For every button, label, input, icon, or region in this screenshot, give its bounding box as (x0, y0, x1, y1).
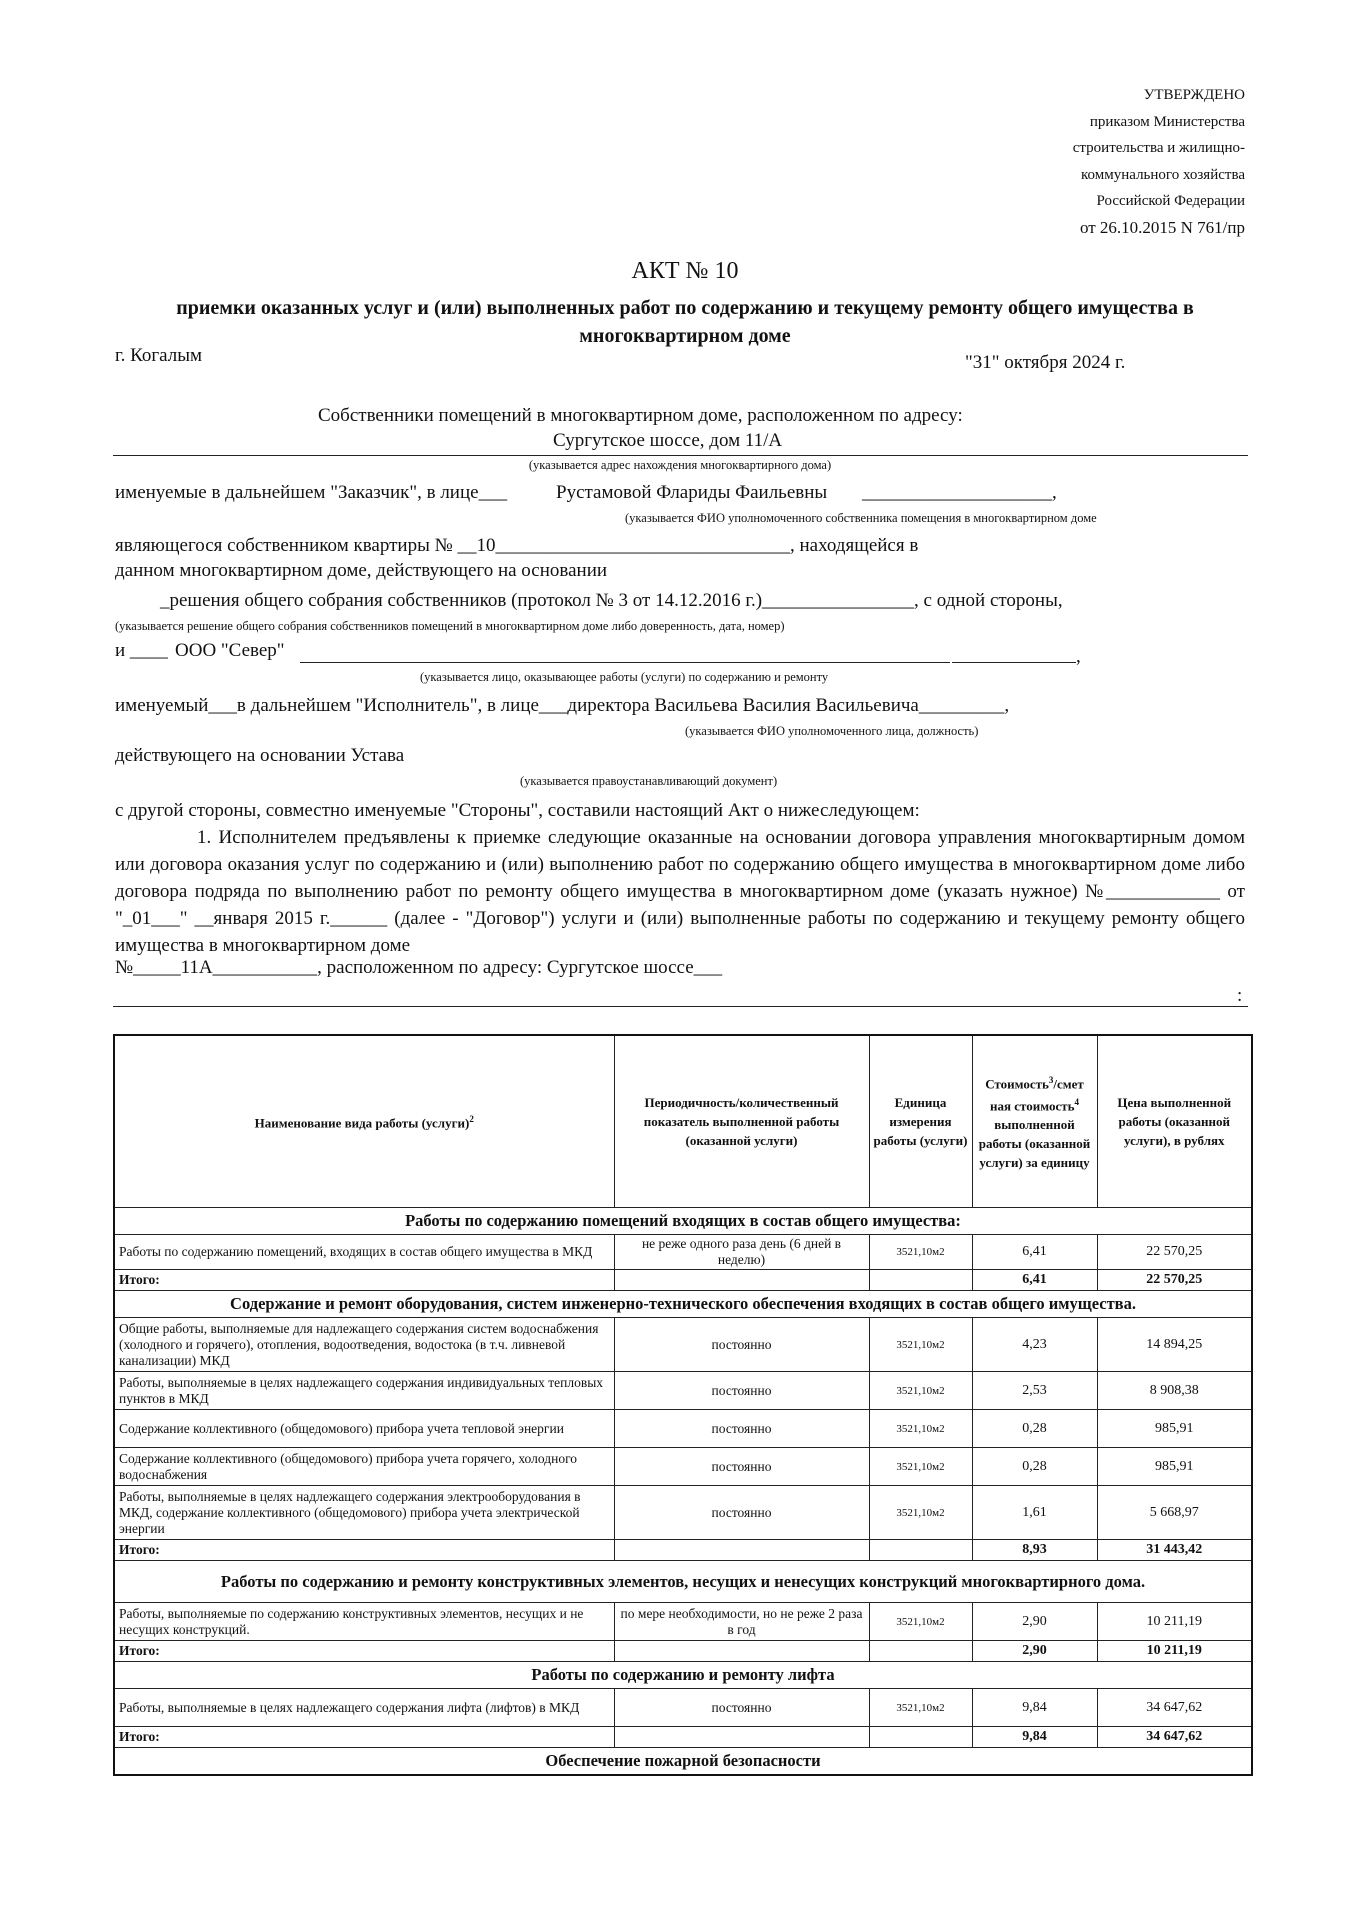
table-row: Работы, выполняемые по содержанию конструктивных элементов, несущих и не несущих конструкций. по мере необходимости, но не реже 2 раза в год 3521,10м2 2,90 10 211,19 (114, 1603, 1252, 1641)
contractor-prefix: и ____ (115, 640, 168, 661)
section-title-row: Содержание и ремонт оборудования, систем инженерно-технического обеспечения входящих в состав общего имущества. (114, 1291, 1252, 1318)
section-title-row: Работы по содержанию и ремонту конструктивных элементов, несущих и ненесущих конструкций многоквартирного дома. (114, 1561, 1252, 1603)
approval-line: коммунального хозяйства (1081, 166, 1245, 183)
address-hint: (указывается адрес нахождения многоквартирного дома) (528, 458, 832, 472)
table-row: Работы, выполняемые в целях надлежащего содержания индивидуальных тепловых пунктов в МКД постоянно 3521,10м2 2,53 8 908,38 (114, 1372, 1252, 1410)
address-value: Сургутское шоссе, дом 11/А (553, 430, 783, 451)
doc-date: "31" октября 2024 г. (965, 352, 1126, 373)
doc-title: АКТ № 10 (631, 258, 739, 284)
basis-hint: (указывается решение общего собрания собственников помещений в многоквартирном доме либо доверенность, дата, номер) (115, 619, 785, 633)
clause-1-address: №_____11А___________, расположенном по адресу: Сургутское шоссе___ (115, 957, 723, 978)
contractor-underline (300, 662, 950, 663)
table-row: Содержание коллективного (общедомового) прибора учета тепловой энергии постоянно 3521,10м2 0,28 985,91 (114, 1410, 1252, 1448)
table-row: Работы по содержанию помещений, входящих в состав общего имущества в МКД не реже одного раза день (6 дней в неделю) 3521,10м2 6,41 22 570,25 (114, 1235, 1252, 1270)
section-title-row: Работы по содержанию и ремонту лифта (114, 1662, 1252, 1689)
approval-line: приказом Министерства (1089, 113, 1245, 130)
header-unit: Единица измерения работы (услуги) (869, 1035, 972, 1208)
contractor-underline-2 (952, 662, 1076, 663)
section-title-row: Работы по содержанию помещений входящих в состав общего имущества: (114, 1208, 1252, 1235)
contractor-name: ООО "Север" (175, 640, 285, 661)
contractor-hint: (указывается лицо, оказывающее работы (услуги) по содержанию и ремонту (420, 670, 829, 684)
customer-name: Рустамовой Флариды Фаильевны (556, 482, 828, 503)
clause-1-underline (113, 1006, 1248, 1007)
table-row: Общие работы, выполняемые для надлежащего содержания систем водоснабжения (холодного и горячего), отопления, водоотведения, водостока (в т.ч. ливневой канализации) МКД постоянно 3521,10м2 4,23 14 894,25 (114, 1318, 1252, 1372)
total-row: Итого: 6,41 22 570,25 (114, 1270, 1252, 1291)
table-row: Содержание коллективного (общедомового) прибора учета горячего, холодного водоснабжения постоянно 3521,10м2 0,28 985,91 (114, 1448, 1252, 1486)
customer-hint: (указывается ФИО уполномоченного собственника помещения в многоквартирном доме (625, 511, 1097, 525)
basis-doc: _решения общего собрания собственников (протокол № 3 от 14.12.2016 г.)________________, с одной стороны, (160, 590, 1063, 611)
owner-apartment: являющегося собственником квартиры № __10_______________________________, находящейся в (115, 535, 919, 556)
works-table (113, 1034, 1253, 1776)
acting-line: действующего на основании Устава (115, 745, 405, 766)
city: г. Когалым (115, 345, 203, 366)
header-price: Цена выполненной работы (оказанной услуги), в рублях (1097, 1035, 1252, 1208)
basis-line: данном многоквартирном доме, действующего на основании (115, 560, 608, 581)
approval-line: строительства и жилищно- (1072, 140, 1245, 156)
approval-block (1073, 82, 1245, 241)
contractor-end: , (1076, 646, 1081, 667)
total-row: Итого: 2,90 10 211,19 (114, 1641, 1252, 1662)
approval-line: Российской Федерации (1096, 193, 1245, 209)
doc-subtitle: приемки оказанных услуг и (или) выполненных работ по содержанию и текущему ремонту общего имущества в многоквартирном доме (176, 297, 1194, 347)
total-row: Итого: 9,84 34 647,62 (114, 1727, 1252, 1748)
total-row: Итого: 8,93 31 443,42 (114, 1540, 1252, 1561)
clause-1-colon: : (1237, 985, 1243, 1006)
header-name: Наименование вида работы (услуги)$^2$ (114, 1035, 614, 1208)
customer-end: ____________________, (862, 482, 1057, 503)
approval-line: от 26.10.2015 N 761/пр (1079, 217, 1245, 237)
address-underline (113, 455, 1248, 456)
executor-line: именуемый___в дальнейшем "Исполнитель", в лице___директора Васильева Василия Васильевича_________, (115, 695, 1010, 716)
acting-hint: (указывается правоустанавливающий документ) (520, 774, 778, 788)
section-title-row: Обеспечение пожарной безопасности (114, 1748, 1252, 1776)
customer-prefix: именуемые в дальнейшем "Заказчик", в лице___ (115, 482, 508, 503)
table-row: Работы, выполняемые в целях надлежащего содержания лифта (лифтов) в МКД постоянно 3521,10м2 9,84 34 647,62 (114, 1689, 1252, 1727)
header-cost: Стоимость$^3$/смет ная стоимость$^4$ выполненной работы (оказанной услуги) за единицу (972, 1035, 1097, 1208)
table-row: Работы, выполняемые в целях надлежащего содержания электрооборудования в МКД, содержание коллективного (общедомового) прибора учета электрической энергии постоянно 3521,10м2 1,61 5 668,97 (114, 1486, 1252, 1540)
other-side-line: с другой стороны, совместно именуемые "Стороны", составили настоящий Акт о нижеследующем: (115, 800, 920, 821)
header-period: Периодичность/количественный показатель выполненной работы (оказанной услуги) (614, 1035, 869, 1208)
owners-line: Собственники помещений в многоквартирном доме, расположенном по адресу: (318, 405, 963, 426)
clause-1-text: 1. Исполнителем предъявлены к приемке следующие оказанные на основании договора управления многоквартирным домом или договора оказания услуг по содержанию и (или) выполнению работ по содержанию общего имущества в многоквартирном доме либо договора подряда по выполнению работ по ремонту общего имущества в многоквартирном доме (указать нужное) №____________ от "_01___" __января 2015 г.______ (далее - "Договор") услуги и (или) выполненные работы по содержанию и текущему ремонту общего имущества в многоквартирном доме (115, 827, 1245, 956)
approval-line: УТВЕРЖДЕНО (1143, 87, 1245, 103)
executor-hint: (указывается ФИО уполномоченного лица, должность) (685, 724, 979, 738)
table-header-row (114, 1035, 1252, 1208)
